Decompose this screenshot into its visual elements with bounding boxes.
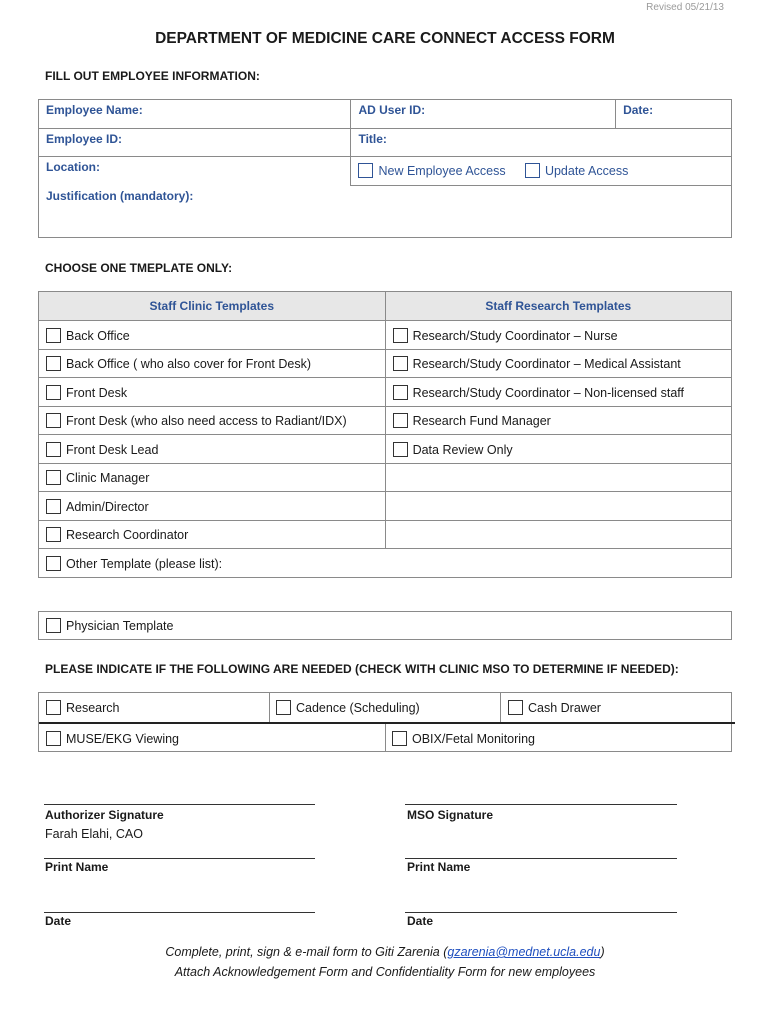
checkbox[interactable] bbox=[276, 700, 291, 715]
clinic-template-option[interactable] bbox=[46, 443, 158, 457]
checkbox[interactable] bbox=[393, 328, 408, 343]
employee-id-field[interactable] bbox=[39, 129, 351, 157]
location-label: Location: bbox=[46, 160, 100, 174]
clinic-template-label: Clinic Manager bbox=[66, 471, 150, 485]
title-field[interactable] bbox=[351, 129, 732, 157]
mso-date-line[interactable] bbox=[405, 912, 677, 913]
other-template-option[interactable] bbox=[46, 557, 222, 571]
research-template-option[interactable] bbox=[393, 329, 618, 343]
authorizer-print-name-label: Print Name bbox=[45, 860, 109, 874]
justification-field[interactable] bbox=[39, 186, 732, 238]
cadence-label: Cadence (Scheduling) bbox=[296, 701, 420, 715]
authorizer-date-label: Date bbox=[45, 914, 72, 928]
mso-signature-label: MSO Signature bbox=[407, 808, 494, 822]
clinic-template-label: Research Coordinator bbox=[66, 528, 189, 542]
mso-print-name-line[interactable] bbox=[405, 858, 677, 859]
checkbox[interactable] bbox=[46, 556, 61, 571]
clinic-template-label: Front Desk Lead bbox=[66, 442, 159, 457]
research-template-option[interactable] bbox=[393, 357, 681, 371]
cash-drawer-label: Cash Drawer bbox=[528, 701, 601, 715]
clinic-template-option[interactable] bbox=[46, 329, 130, 343]
muse-ekg-option[interactable] bbox=[46, 731, 179, 746]
title-label: Title: bbox=[358, 132, 387, 146]
authorizer-signature-line[interactable] bbox=[44, 804, 315, 805]
physician-template-option[interactable] bbox=[46, 619, 173, 633]
checkbox[interactable] bbox=[46, 413, 61, 428]
form-title: DEPARTMENT OF MEDICINE CARE CONNECT ACCESS FORM bbox=[155, 30, 615, 47]
research-template-label: Research/Study Coordinator – Nurse bbox=[412, 328, 618, 343]
footer-prefix: Complete, print, sign & e-mail form to Giti Zarenia ( bbox=[165, 945, 448, 959]
employee-id-label: Employee ID: bbox=[46, 132, 123, 146]
research-template-option[interactable] bbox=[393, 414, 551, 428]
checkbox[interactable] bbox=[392, 731, 407, 746]
mso-print-name-label: Print Name bbox=[407, 860, 471, 874]
clinic-template-option[interactable] bbox=[46, 528, 188, 542]
checkbox[interactable] bbox=[46, 328, 61, 343]
update-access-option[interactable] bbox=[525, 164, 628, 178]
research-template-option[interactable] bbox=[393, 386, 684, 400]
physician-template-label: Physician Template bbox=[66, 619, 174, 633]
date-field[interactable] bbox=[616, 100, 732, 129]
justification-label: Justification (mandatory): bbox=[46, 189, 194, 203]
new-employee-access-option[interactable] bbox=[358, 164, 505, 178]
clinic-template-option[interactable] bbox=[46, 357, 311, 371]
checkbox[interactable] bbox=[46, 700, 61, 715]
research-template-option[interactable] bbox=[393, 443, 513, 457]
clinic-template-option[interactable] bbox=[46, 386, 127, 400]
authorizer-name: Farah Elahi, CAO bbox=[45, 827, 143, 841]
ad-user-id-field[interactable] bbox=[351, 100, 616, 129]
checkbox[interactable] bbox=[46, 618, 61, 633]
obix-label: OBIX/Fetal Monitoring bbox=[412, 732, 535, 746]
clinic-template-label: Front Desk (who also need access to Radiant/IDX) bbox=[66, 414, 347, 428]
date-label: Date: bbox=[623, 103, 654, 117]
checkbox[interactable] bbox=[508, 700, 523, 715]
research-template-label: Data Review Only bbox=[412, 442, 513, 457]
staff-clinic-templates-header: Staff Clinic Templates bbox=[39, 292, 386, 321]
authorizer-signature-label: Authorizer Signature bbox=[45, 808, 164, 822]
footer-instructions bbox=[0, 945, 770, 959]
checkbox[interactable] bbox=[393, 442, 408, 457]
employee-name-field[interactable] bbox=[39, 100, 351, 129]
footer-suffix: ) bbox=[600, 945, 605, 959]
needed-options-box bbox=[38, 692, 732, 752]
research-option[interactable] bbox=[46, 700, 120, 715]
update-access-checkbox[interactable] bbox=[525, 163, 540, 178]
checkbox[interactable] bbox=[46, 442, 61, 457]
clinic-template-option[interactable] bbox=[46, 471, 149, 485]
clinic-template-label: Back Office bbox=[66, 328, 130, 343]
employee-name-label: Employee Name: bbox=[46, 103, 143, 117]
update-access-label: Update Access bbox=[544, 164, 629, 178]
email-link[interactable]: gzarenia@mednet.ucla.edu bbox=[447, 945, 601, 959]
needed-section-heading: PLEASE INDICATE IF THE FOLLOWING ARE NEEDED (CHECK WITH CLINIC MSO TO DETERMINE IF NEEDED): bbox=[45, 662, 679, 676]
checkbox[interactable] bbox=[46, 527, 61, 542]
cash-drawer-option[interactable] bbox=[508, 700, 601, 715]
checkbox[interactable] bbox=[46, 499, 61, 514]
employee-section-heading: FILL OUT EMPLOYEE INFORMATION: bbox=[45, 69, 260, 83]
template-section-heading: CHOOSE ONE TMEPLATE ONLY: bbox=[45, 261, 233, 275]
new-employee-access-checkbox[interactable] bbox=[358, 163, 373, 178]
empty-cell bbox=[385, 521, 731, 549]
checkbox[interactable] bbox=[46, 731, 61, 746]
mso-date-label: Date bbox=[407, 914, 434, 928]
physician-template-table bbox=[38, 611, 732, 640]
templates-table bbox=[38, 291, 732, 578]
empty-cell bbox=[385, 492, 731, 521]
access-type-cell bbox=[351, 157, 732, 186]
new-employee-access-label: New Employee Access bbox=[378, 164, 506, 178]
research-label: Research bbox=[66, 701, 120, 715]
ad-user-id-label: AD User ID: bbox=[358, 103, 426, 117]
research-template-label: Research/Study Coordinator – Medical Assistant bbox=[412, 357, 681, 371]
location-field[interactable] bbox=[39, 157, 351, 186]
mso-signature-line[interactable] bbox=[405, 804, 677, 805]
authorizer-date-line[interactable] bbox=[44, 912, 315, 913]
checkbox[interactable] bbox=[46, 470, 61, 485]
other-template-label: Other Template (please list): bbox=[66, 556, 223, 571]
staff-research-templates-header: Staff Research Templates bbox=[385, 292, 731, 321]
authorizer-print-name-line[interactable] bbox=[44, 858, 315, 859]
clinic-template-label: Admin/Director bbox=[66, 499, 149, 514]
research-template-label: Research Fund Manager bbox=[412, 414, 551, 428]
clinic-template-option[interactable] bbox=[46, 414, 347, 428]
checkbox[interactable] bbox=[393, 356, 408, 371]
checkbox[interactable] bbox=[393, 413, 408, 428]
muse-ekg-label: MUSE/EKG Viewing bbox=[66, 732, 180, 746]
research-template-label: Research/Study Coordinator – Non-licensed staff bbox=[412, 385, 685, 400]
employee-info-table bbox=[38, 99, 732, 238]
footer-attach-note: Attach Acknowledgement Form and Confidentiality Form for new employees bbox=[174, 965, 596, 979]
clinic-template-option[interactable] bbox=[46, 500, 149, 514]
revised-date: Revised 05/21/13 bbox=[646, 2, 724, 13]
clinic-template-label: Back Office ( who also cover for Front Desk) bbox=[66, 357, 311, 371]
checkbox[interactable] bbox=[393, 385, 408, 400]
checkbox[interactable] bbox=[46, 385, 61, 400]
checkbox[interactable] bbox=[46, 356, 61, 371]
obix-option[interactable] bbox=[392, 731, 535, 746]
clinic-template-label: Front Desk bbox=[66, 385, 128, 400]
empty-cell bbox=[385, 464, 731, 492]
cadence-option[interactable] bbox=[276, 700, 420, 715]
